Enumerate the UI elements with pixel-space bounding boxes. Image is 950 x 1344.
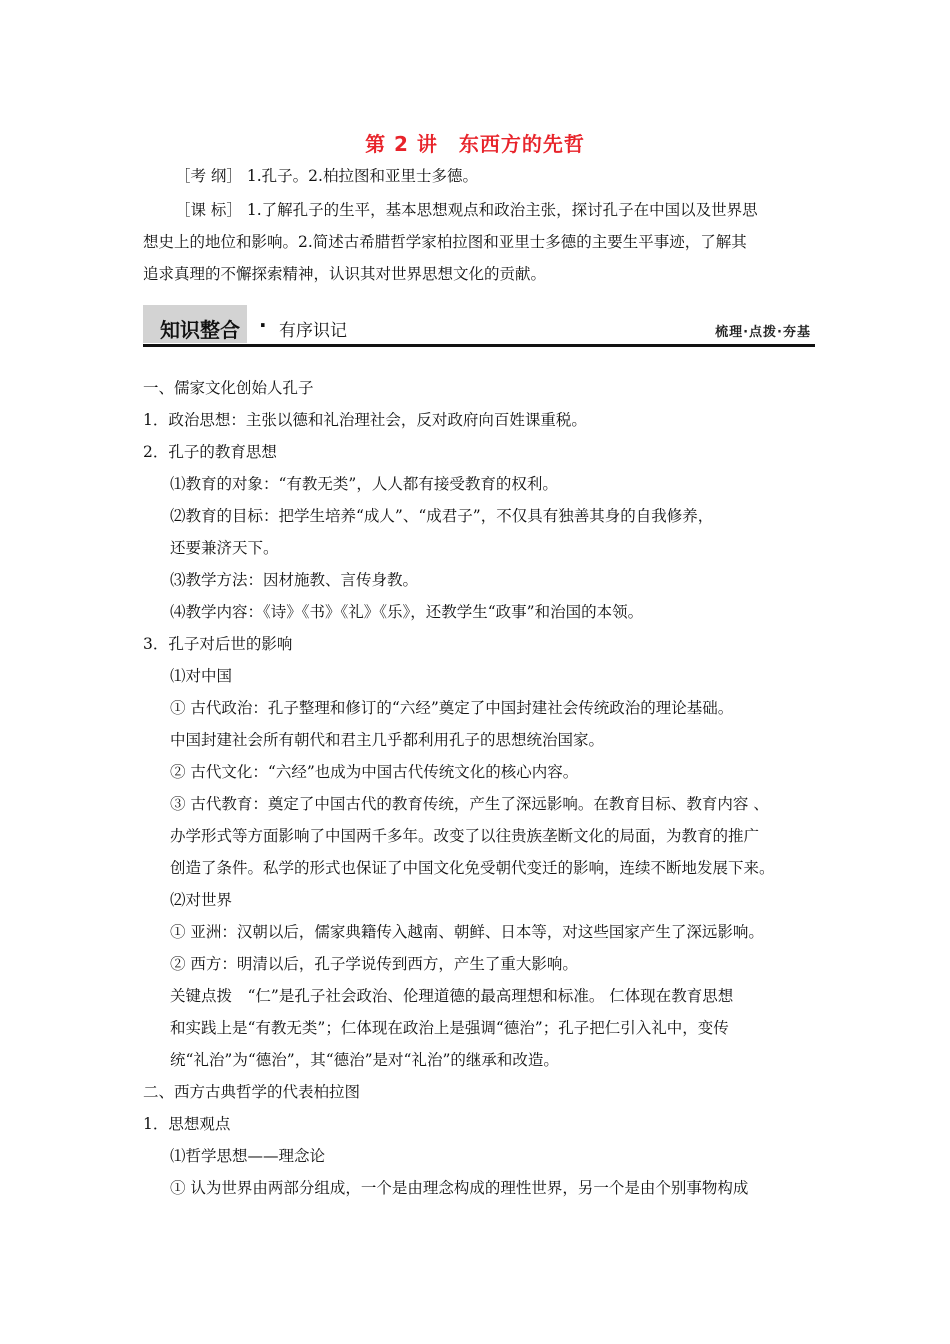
- text-line: 中国封建社会所有朝代和君主几乎都利用孔子的思想统治国家。: [170, 731, 605, 749]
- text-line: 创造了条件。私学的形式也保证了中国文化免受朝代变迁的影响，连续不断地发展下来。: [170, 859, 775, 877]
- banner-subtitle: 有序识记: [279, 321, 347, 341]
- text-line: ⑷教学内容：《诗》《书》《礼》《乐》，还教学生“政事”和治国的本领。: [170, 603, 644, 621]
- text-line: 2．孔子的教育思想: [143, 443, 277, 461]
- key-point-line: 统“礼治”为“德治”，其“德治”是对“礼治”的继承和改造。: [170, 1051, 559, 1069]
- banner-dot: ·: [259, 313, 267, 337]
- text-line: ⑴对中国: [170, 667, 233, 685]
- banner-tagline: 梳理·点拨·夯基: [715, 325, 811, 340]
- text-line: 办学形式等方面影响了中国两千多年。改变了以往贵族垄断文化的局面，为教育的推广: [170, 827, 760, 845]
- outline-kaogang: [175, 166, 478, 186]
- kebiao-line-2: 想史上的地位和影响。2.简述古希腊哲学家柏拉图和亚里士多德的主要生平事迹，了解其: [143, 233, 747, 251]
- key-point-line: 和实践上是“有教无类”；仁体现在政治上是强调“德治”；孔子把仁引入礼中，变传: [170, 1019, 729, 1037]
- kaogang-text: 1.孔子。2.柏拉图和亚里士多德。: [246, 167, 478, 185]
- section-heading-plato: 二、西方古典哲学的代表柏拉图: [143, 1083, 361, 1101]
- banner-title: 知识整合: [160, 318, 240, 342]
- text-line: ⑴哲学思想——理念论: [170, 1147, 326, 1165]
- text-line: 1．政治思想：主张以德和礼治理社会，反对政府向百姓课重税。: [143, 411, 587, 429]
- text-line: 还要兼济天下。: [170, 539, 279, 557]
- text-line: ① 亚洲：汉朝以后，儒家典籍传入越南、朝鲜、日本等，对这些国家产生了深远影响。: [170, 923, 764, 941]
- text-line: ② 西方：明清以后，孔子学说传到西方，产生了重大影响。: [170, 955, 578, 973]
- text-line: 1．思想观点: [143, 1115, 231, 1133]
- text-line: 3．孔子对后世的影响: [143, 635, 293, 653]
- text-line: ⑵对世界: [170, 891, 233, 909]
- section-heading-confucius: 一、儒家文化创始人孔子: [143, 379, 314, 397]
- text-line: ② 古代文化：“六经”也成为中国古代传统文化的核心内容。: [170, 763, 579, 781]
- kebiao-line-1: 1.了解孔子的生平，基本思想观点和政治主张，探讨孔子在中国以及世界思: [246, 201, 758, 219]
- text-line: ⑴教育的对象：“有教无类”，人人都有接受教育的权利。: [170, 475, 558, 493]
- text-line: ⑶教学方法：因材施教、言传身教。: [170, 571, 419, 589]
- kaogang-tag: ［考 纲］: [175, 167, 242, 185]
- text-line: ① 古代政治：孔子整理和修订的“六经”奠定了中国封建社会传统政治的理论基础。: [170, 699, 734, 717]
- text-line: ⑵教育的目标：把学生培养“成人”、“成君子”，不仅具有独善其身的自我修养，: [170, 507, 714, 525]
- section-banner: [143, 305, 815, 349]
- text-line: ③ 古代教育：奠定了中国古代的教育传统，产生了深远影响。在教育目标、教育内容 、: [170, 795, 769, 813]
- key-point-line: 关键点拨 “仁”是孔子社会政治、伦理道德的最高理想和标准。 仁体现在教育思想: [170, 987, 734, 1005]
- outline-kebiao: [175, 200, 758, 220]
- kebiao-tag: ［课 标］: [175, 201, 242, 219]
- lesson-title: 第 2 讲 东西方的先哲: [365, 132, 585, 156]
- kebiao-line-3: 追求真理的不懈探索精神，认识其对世界思想文化的贡献。: [143, 265, 547, 283]
- text-line: ① 认为世界由两部分组成，一个是由理念构成的理性世界，另一个是由个别事物构成: [170, 1179, 749, 1197]
- banner-divider: [143, 344, 815, 347]
